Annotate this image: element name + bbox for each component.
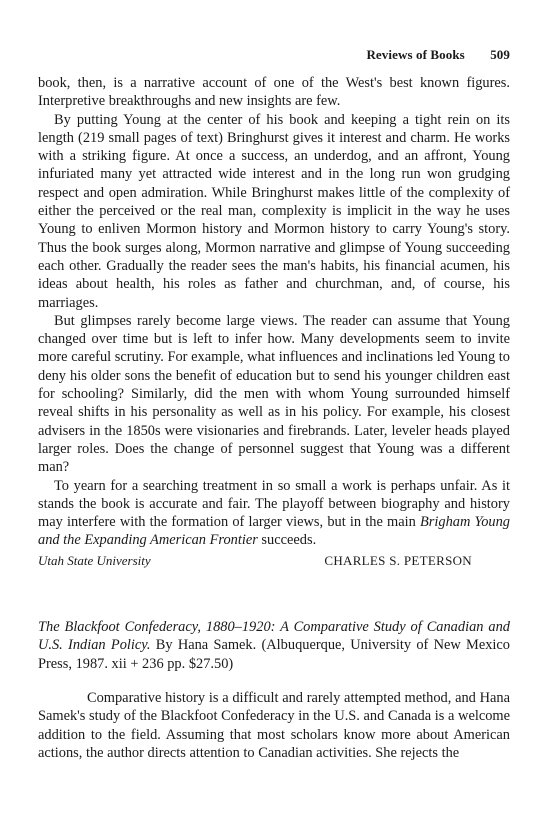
page-number: 509 bbox=[490, 47, 510, 62]
review-1-paragraph-2: By putting Young at the center of his book and keeping a tight rein on its length (219 small pages of text) Bringhurst gives it interest and charm. He works with a striking figure. At once a success, an underdog, and an affront, Young infuriated many yet attracted wide interest and in the long run won grudging respect and open admiration. While Bringhurst makes little of the complexity of either the perceived or the real man, complexity is implicit in the way he uses Young to enliven Mormon history and Mormon history to carry Young's story. Thus the book surges along, Mormon narrative and glimpse of Young succeeding each other. Gradually the reader sees the man's habits, his financial acumen, his ideas about health, his roles as father and churchman, and, of course, his marriages. bbox=[38, 111, 510, 311]
reviewed-book-title: Brigham Young and the Expanding American Frontier bbox=[38, 514, 510, 549]
running-head-section: Reviews of Books bbox=[366, 47, 465, 62]
review-2-citation bbox=[38, 618, 510, 673]
review-1-paragraph-4 bbox=[38, 477, 510, 550]
review-1-paragraph-4-end: succeeds. bbox=[257, 532, 317, 549]
review-1 bbox=[38, 74, 510, 570]
reviewer-name: CHARLES S. PETERSON bbox=[324, 552, 472, 568]
review-2-book-title: The Blackfoot Confederacy, 1880–1920: A Comparative Study of Canadian and U.S. Indian Policy. bbox=[38, 619, 510, 654]
review-1-paragraph-1: book, then, is a narrative account of one of the West's best known figures. Interpretive breakthroughs and new insights are few. bbox=[38, 75, 510, 110]
review-1-paragraph-3: But glimpses rarely become large views. The reader can assume that Young changed over time but is left to infer how. Many developments seem to invite more careful scrutiny. For example, what influences and inclinations led Young to deny his older sons the benefit of education but to send his younger children east for schooling? Similarly, did the men with whom Young surrounded himself reveal shifts in his personality as well as in his policy. For example, his closest advisers in the 1850s were visionaries and firebrands. Later, leveler heads played larger roles. Does the change of personnel suggest that Young was a different man? bbox=[38, 312, 510, 476]
review-2-body bbox=[38, 689, 510, 762]
running-head bbox=[38, 47, 510, 63]
review-2-publication-info: By Hana Samek. (Albuquerque, University of New Mexico Press, 1987. xii + 236 pp. $27.50) bbox=[38, 637, 510, 672]
reviewer-affiliation: Utah State University bbox=[38, 552, 151, 568]
review-1-paragraph-4-start: To yearn for a searching treatment in so small a work is perhaps unfair. As it stands the book is accurate and fair. The playoff between biography and history may interfere with the formation of larger views, but in the main bbox=[38, 477, 510, 531]
reviewer-signature bbox=[38, 552, 510, 570]
review-2-paragraph-1: Comparative history is a difficult and rarely attempted method, and Hana Samek's study of the Blackfoot Confederacy in the U.S. and Canada is a welcome addition to the field. Assuming that most scholars know more about American actions, the author directs attention to Canadian activities. She rejects the bbox=[38, 690, 510, 761]
